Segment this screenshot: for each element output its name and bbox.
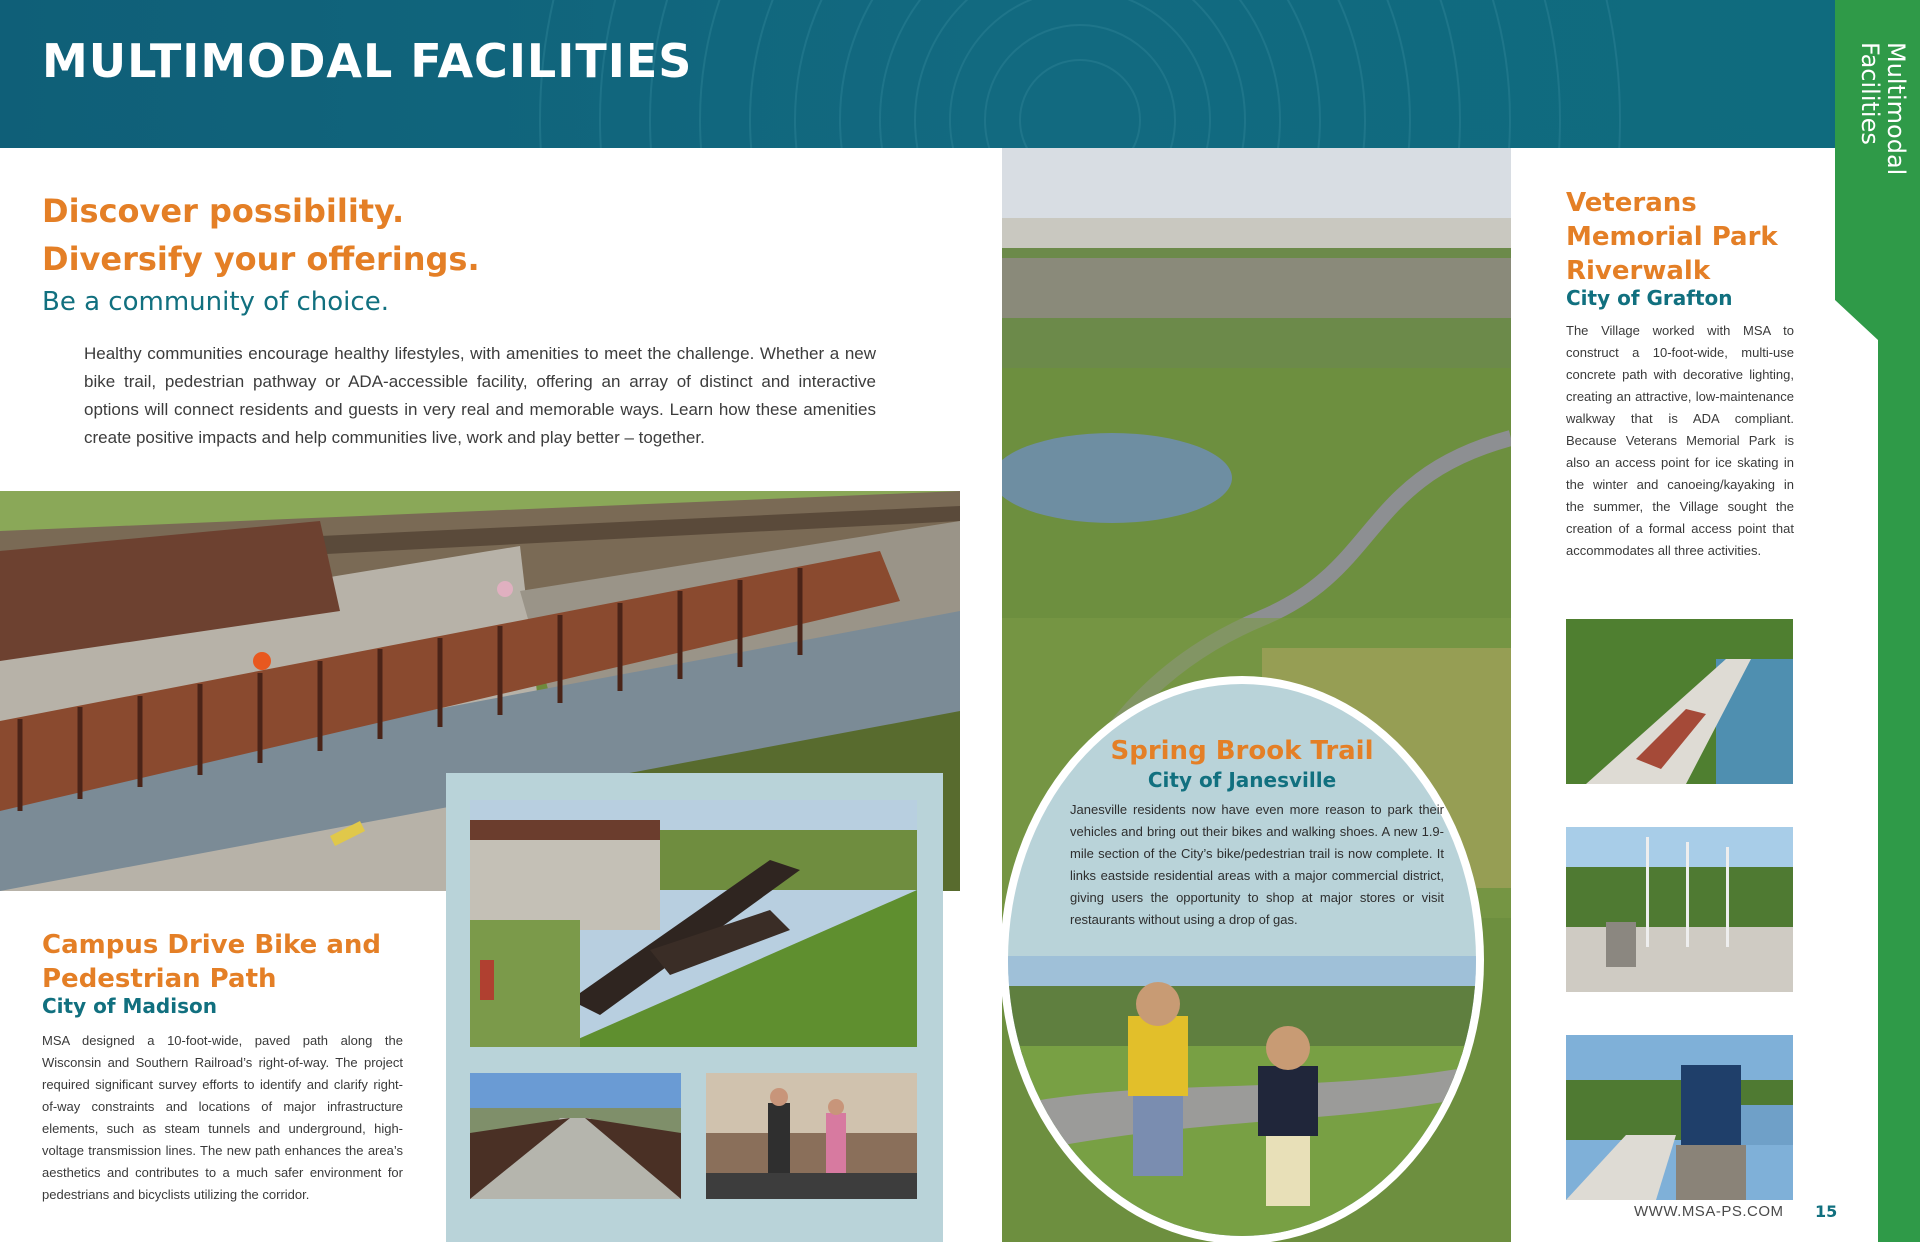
section-side-tab <box>1835 0 1920 1242</box>
children-running-photo <box>1008 956 1476 1236</box>
spring-brook-circle-inner <box>1008 684 1476 1236</box>
spring-brook-title: Spring Brook Trail <box>1110 736 1374 766</box>
page-title: MULTIMODAL FACILITIES <box>42 34 693 88</box>
veterans-title: Veterans Memorial Park Riverwalk <box>1566 188 1778 286</box>
memorial-photo <box>1566 827 1793 992</box>
veterans-body: The Village worked with MSA to construct a 10-foot-wide, multi-use concrete path with decorative lighting, creating an attractive, low-maintenance walkway that is ADA compliant. Because Veterans Memorial Park is also an access point for ice skating in the winter and canoeing/kayaking in the summer, the Village sought the creation of a formal access point that accommodates all three activities. <box>1566 323 1794 558</box>
bridge-deck-photo <box>470 1073 681 1199</box>
spring-brook-body: Janesville residents now have even more reason to park their vehicles and bring out their bikes and walking shoes. A new 1.9-mile section of the City’s bike/pedestrian trail is now complete. It links eastside residential areas with a major commercial district, giving users the opportunity to shop at major stores or visit restaurants without using a drop of gas. <box>1070 802 1444 927</box>
veterans-city: City of Grafton <box>1566 286 1733 310</box>
intro-paragraph: Healthy communities encourage healthy lifestyles, with amenities to meet the challenge. Whether a new bike trail, pedestrian pathway or ADA-accessible facility, offering an array of distinct and interactive options will connect residents and guests in very real and memorable ways. Learn how these amenities create positive impacts and help communities live, work and play better – together. <box>84 344 876 447</box>
campus-title: Campus Drive Bike and Pedestrian Path <box>42 930 381 994</box>
footer-website-link[interactable]: WWW.MSA-PS.COM <box>1634 1203 1784 1220</box>
walkers-photo <box>706 1073 917 1199</box>
campus-body: MSA designed a 10-foot-wide, paved path along the Wisconsin and Southern Railroad’s right-of-way. The project required significant survey efforts to identify and clarify right-of-way constraints and locations of major infrastructure elements, such as steam tunnels and underground, high-voltage transmission lines. The new path enhances the area’s aesthetics and contributes to a much safer environment for pedestrians and bicyclists utilizing the corridor. <box>42 1033 403 1202</box>
page-header <box>0 0 1835 148</box>
trail-sign-photo <box>1566 1035 1793 1200</box>
tagline-discover: Discover possibility. <box>42 192 405 230</box>
spring-brook-city: City of Janesville <box>1147 768 1337 792</box>
side-tab-label: Multimodal Facilities <box>1856 42 1910 176</box>
stairs-photo <box>470 800 917 1047</box>
riverwalk-photo <box>1566 619 1793 784</box>
page-number: 15 <box>1815 1202 1838 1221</box>
campus-city: City of Madison <box>42 994 217 1018</box>
tagline-diversify: Diversify your offerings. <box>42 240 480 278</box>
tagline-community: Be a community of choice. <box>42 287 389 317</box>
